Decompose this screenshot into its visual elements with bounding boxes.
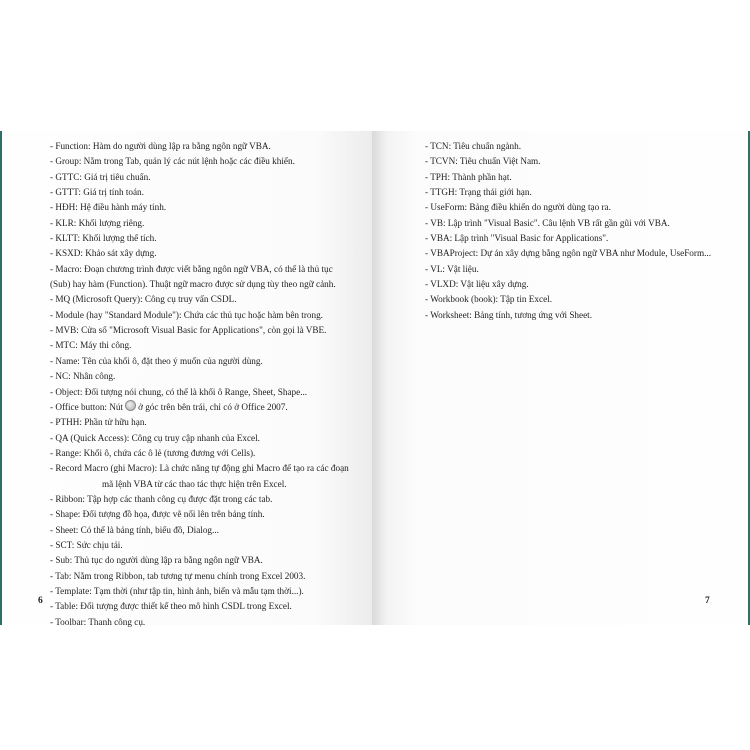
glossary-entry: - Range: Khối ô, chứa các ô lẻ (tương đương với Cells). [50,447,256,458]
glossary-entry: - VL: Vật liệu. [425,263,479,274]
right-glossary-list [425,139,715,323]
glossary-entry: - VLXD: Vật liệu xây dựng. [425,279,529,290]
glossary-entry: - MVB: Cửa sổ "Microsoft Visual Basic for Applications", còn gọi là VBE. [50,325,327,336]
glossary-entry: - TCVN: Tiêu chuẩn Việt Nam. [425,156,541,167]
glossary-entry: - Ribbon: Tập hợp các thanh công cụ được đặt trong các tab. [50,493,273,504]
glossary-entry: - SCT: Sức chịu tải. [50,539,123,550]
glossary-entry: - Module (hay "Standard Module"): Chứa các thủ tục hoặc hàm bên trong. [50,309,323,320]
glossary-entry: - KSXD: Khảo sát xây dựng. [50,248,157,259]
glossary-entry: - GTTC: Giá trị tiêu chuẩn. [50,171,151,182]
glossary-entry: - GTTT: Giá trị tính toán. [50,187,144,198]
glossary-entry: - VBAProject: Dự án xây dựng bằng ngôn ngữ VBA như Module, UseForm... [425,248,712,259]
glossary-entry: - MQ (Microsoft Query): Công cụ truy vấn CSDL. [50,294,237,305]
glossary-entry-macro-cont: (Sub) hay hàm (Function). Thuật ngữ macro được sử dụng tùy theo ngữ cảnh. [50,279,336,290]
glossary-entry-office-button [50,400,318,415]
glossary-entry: - Sub: Thủ tục do người dùng lập ra bằng ngôn ngữ VBA. [50,555,263,566]
glossary-entry: - TPH: Thành phần hạt. [425,171,512,182]
page-number-right: 7 [705,596,710,606]
page-number-left: 6 [38,596,43,606]
glossary-entry: - PTHH: Phần tử hữu hạn. [50,417,147,428]
glossary-entry-record-macro: - Record Macro (ghi Macro): Là chức năng tự động ghi Macro để tạo ra các đoạn [50,463,349,474]
glossary-entry: - Name: Tên của khối ô, đặt theo ý muốn của người dùng. [50,355,263,366]
glossary-entry: - UseForm: Bảng điều khiển do người dùng tạo ra. [425,202,611,213]
glossary-entry: - Toolbar: Thanh công cụ. [50,616,146,627]
glossary-entry: - Template: Tạm thời (như tập tin, hình ảnh, biến và mẫu tạm thời...). [50,585,304,596]
office-button-icon [125,400,136,411]
glossary-entry-record-macro-cont: mã lệnh VBA từ các thao tác thực hiện trên Excel. [102,478,287,489]
glossary-entry: - QA (Quick Access): Công cụ truy cập nhanh của Excel. [50,432,260,443]
glossary-entry: - Shape: Đối tượng đồ họa, được vẽ nổi lên trên bảng tính. [50,509,265,520]
glossary-entry: - KLR: Khối lượng riêng. [50,217,145,228]
office-button-desc: ở góc trên bên trái, chỉ có ở Office 2007. [138,401,288,412]
glossary-entry: - VBA: Lập trình "Visual Basic for Applications". [425,233,609,244]
left-glossary-list [50,139,349,630]
glossary-entry: - VB: Lập trình "Visual Basic". Câu lệnh VB rất gần gũi với VBA. [425,217,670,228]
glossary-entry: - Workbook (book): Tập tin Excel. [425,294,553,305]
glossary-entry: - KLTT: Khối lượng thể tích. [50,233,157,244]
glossary-entry: - Tab: Nằm trong Ribbon, tab tương tự menu chính trong Excel 2003. [50,570,306,581]
glossary-entry: - Table: Đối tượng được thiết kế theo mô hình CSDL trong Excel. [50,601,292,612]
glossary-entry: - Object: Đối tượng nói chung, có thể là khối ô Range, Sheet, Shape... [50,386,308,397]
glossary-entry: - TTGH: Trạng thái giới hạn. [425,187,532,198]
glossary-entry: - TCN: Tiêu chuẩn ngành. [425,141,522,151]
glossary-entry: - Group: Nằm trong Tab, quản lý các nút lệnh hoặc các điều khiển. [50,156,295,167]
glossary-entry-macro: - Macro: Đoạn chương trình được viết bằng ngôn ngữ VBA, có thể là thủ tục [50,263,333,274]
book-spread [0,131,750,625]
office-button-label: - Office button: Nút [50,401,124,412]
glossary-entry: - NC: Nhân công. [50,371,116,382]
glossary-entry: - HĐH: Hệ điều hành máy tính. [50,202,167,213]
glossary-entry: - Sheet: Có thể là bảng tính, biểu đồ, Dialog... [50,524,219,535]
glossary-entry: - Function: Hàm do người dùng lập ra bằng ngôn ngữ VBA. [50,141,271,151]
glossary-entry: - MTC: Máy thi công. [50,340,132,351]
glossary-entry: - Worksheet: Bảng tính, tương ứng với Sheet. [425,309,593,320]
